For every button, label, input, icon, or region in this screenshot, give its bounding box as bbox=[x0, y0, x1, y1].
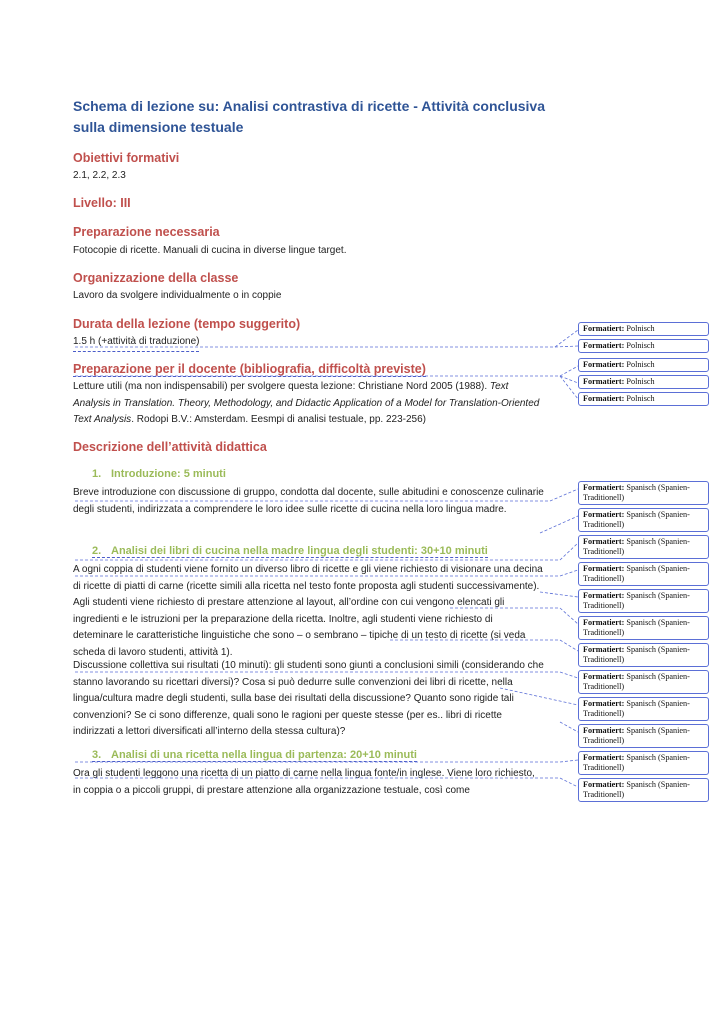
comment-value: Polnisch bbox=[624, 324, 655, 333]
comment-value: Spanisch (Spanien-Traditionell) bbox=[583, 564, 690, 583]
comment-label: Formatiert: bbox=[583, 394, 625, 403]
comment-balloon[interactable] bbox=[578, 358, 709, 372]
heading-docente: Preparazione per il docente (bibliografia, difficoltà previste) bbox=[73, 362, 426, 376]
step-2-discussion: Discussione collettiva sui risultati (10 minuti): gli studenti sono giunti a conclusioni simili (considerando che stanno lavorando su ricettari diversi)? Cosa si può dedurre sulle convenzioni dei libri di ricette, nella lingua/cultura madre degli studenti, sulla base dei risultati della discussione? Quanto sono rigide tali convenzioni? Se ci sono differenze, quali sono le ragioni per queste stesse (per es.. libri di ricette indirizzati a lettori diversificati all’interno della stessa cultura)? bbox=[73, 660, 544, 737]
comment-balloon[interactable] bbox=[578, 589, 709, 613]
comment-label: Formatiert: bbox=[583, 324, 625, 333]
comment-balloon[interactable] bbox=[578, 392, 709, 406]
comment-balloon[interactable] bbox=[578, 751, 709, 775]
comment-balloon[interactable] bbox=[578, 562, 709, 586]
step-1-text: Breve introduzione con discussione di gruppo, condotta dal docente, sulle abitudini e conoscenze culinarie degli studenti, indirizzata a comprendere le loro idee sulle ricette di cucina nella loro lingua madre. bbox=[73, 487, 544, 515]
comment-balloon[interactable] bbox=[578, 535, 709, 559]
comment-value: Spanisch (Spanien-Traditionell) bbox=[583, 537, 690, 556]
comment-label: Formatiert: bbox=[583, 377, 625, 386]
step-1-number: 1. bbox=[92, 468, 102, 480]
comment-value: Spanisch (Spanien-Traditionell) bbox=[583, 699, 690, 718]
comment-label: Formatiert: bbox=[583, 591, 625, 600]
comment-label: Formatiert: bbox=[583, 780, 625, 789]
step-3-text: Ora gli studenti leggono una ricetta di un piatto di carne nella lingua fonte/in inglese. Viene loro richiesto, in coppia o a piccoli gruppi, di prestare attenzione alla organizzazione testuale, così come bbox=[73, 768, 535, 796]
step-1-title-text: Introduzione: 5 minuti bbox=[111, 468, 226, 480]
comment-value: Spanisch (Spanien-Traditionell) bbox=[583, 483, 690, 502]
comment-label: Formatiert: bbox=[583, 537, 625, 546]
step-2-number: 2. bbox=[92, 545, 102, 557]
comment-label: Formatiert: bbox=[583, 618, 625, 627]
comment-value: Spanisch (Spanien-Traditionell) bbox=[583, 618, 690, 637]
comment-label: Formatiert: bbox=[583, 753, 625, 762]
comment-label: Formatiert: bbox=[583, 341, 625, 350]
heading-obiettivi: Obiettivi formativi bbox=[73, 151, 180, 165]
comment-value: Spanisch (Spanien-Traditionell) bbox=[583, 780, 690, 799]
step-3-title-text: Analisi di una ricetta nella lingua di partenza: 20+10 minuti bbox=[111, 749, 417, 761]
comment-balloon[interactable] bbox=[578, 616, 709, 640]
comment-value: Spanisch (Spanien-Traditionell) bbox=[583, 672, 690, 691]
comment-balloon[interactable] bbox=[578, 339, 709, 353]
step-2-title-text: Analisi dei libri di cucina nella madre lingua degli studenti: 30+10 minuti bbox=[111, 545, 488, 557]
comment-label: Formatiert: bbox=[583, 564, 625, 573]
comment-value: Polnisch bbox=[624, 394, 655, 403]
heading-durata: Durata della lezione (tempo suggerito) bbox=[73, 317, 301, 331]
heading-livello: Livello: III bbox=[73, 196, 131, 210]
comment-balloon[interactable] bbox=[578, 481, 709, 505]
step-3-number: 3. bbox=[92, 749, 102, 761]
comment-value: Polnisch bbox=[624, 377, 655, 386]
comment-value: Spanisch (Spanien-Traditionell) bbox=[583, 510, 690, 529]
comment-balloon[interactable] bbox=[578, 643, 709, 667]
text-docente-a: Letture utili (ma non indispensabili) per svolgere questa lezione: Christiane Nord 2005 (1988). bbox=[73, 381, 490, 392]
heading-descrizione: Descrizione dell’attività didattica bbox=[73, 440, 267, 454]
comment-label: Formatiert: bbox=[583, 726, 625, 735]
comment-value: Spanisch (Spanien-Traditionell) bbox=[583, 753, 690, 772]
heading-organizzazione: Organizzazione della classe bbox=[73, 271, 239, 285]
comment-balloon[interactable] bbox=[578, 724, 709, 748]
comment-balloon[interactable] bbox=[578, 375, 709, 389]
text-organizzazione: Lavoro da svolgere individualmente o in coppie bbox=[73, 290, 282, 301]
comment-value: Spanisch (Spanien-Traditionell) bbox=[583, 645, 690, 664]
page-title: Schema di lezione su: Analisi contrastiva di ricette - Attività conclusiva sulla dimensione testuale bbox=[73, 98, 545, 135]
comment-balloon[interactable] bbox=[578, 322, 709, 336]
comment-balloon[interactable] bbox=[578, 670, 709, 694]
comment-label: Formatiert: bbox=[583, 510, 625, 519]
comment-value: Spanisch (Spanien-Traditionell) bbox=[583, 591, 690, 610]
comment-value: Polnisch bbox=[624, 360, 655, 369]
comment-label: Formatiert: bbox=[583, 699, 625, 708]
text-docente-italic: Text Analysis in Translation. Theory, Methodology, and Didactic Application of a Model for Translation-Oriented Text Analysis bbox=[73, 381, 540, 425]
comment-label: Formatiert: bbox=[583, 360, 625, 369]
text-obiettivi: 2.1, 2.2, 2.3 bbox=[73, 170, 126, 181]
comment-balloon[interactable] bbox=[578, 508, 709, 532]
comment-label: Formatiert: bbox=[583, 672, 625, 681]
comment-balloon[interactable] bbox=[578, 697, 709, 721]
heading-preparazione: Preparazione necessaria bbox=[73, 225, 220, 239]
comment-balloon[interactable] bbox=[578, 778, 709, 802]
comment-label: Formatiert: bbox=[583, 645, 625, 654]
text-docente-b: . Rodopi B.V.: Amsterdam. Eesmpi di analisi testuale, pp. 223-256) bbox=[131, 414, 426, 425]
step-2-text: A ogni coppia di studenti viene fornito un diverso libro di ricette e gli viene richiesto di visionare una decina di ricette di piatti di carne (ricette simili alla ricetta nel testo fonte proposta agli studenti successivamente). Agli studenti viene richiesto di prestare attenzione al layout, all’ordine con cui vengono elencati gli ingredienti e le istruzioni per la preparazione della ricetta. Inoltre, agli studenti viene richiesto di deteminare le caratteristiche linguistiche che sono – o sembrano – tipiche di un testo di ricette (si veda scheda di lavoro studenti, attività 1). bbox=[73, 564, 543, 658]
comment-value: Spanisch (Spanien-Traditionell) bbox=[583, 726, 690, 745]
comment-value: Polnisch bbox=[624, 341, 655, 350]
comment-label: Formatiert: bbox=[583, 483, 625, 492]
text-durata: 1.5 h (+attività di traduzione) bbox=[73, 334, 199, 352]
text-preparazione: Fotocopie di ricette. Manuali di cucina in diverse lingue target. bbox=[73, 245, 347, 256]
